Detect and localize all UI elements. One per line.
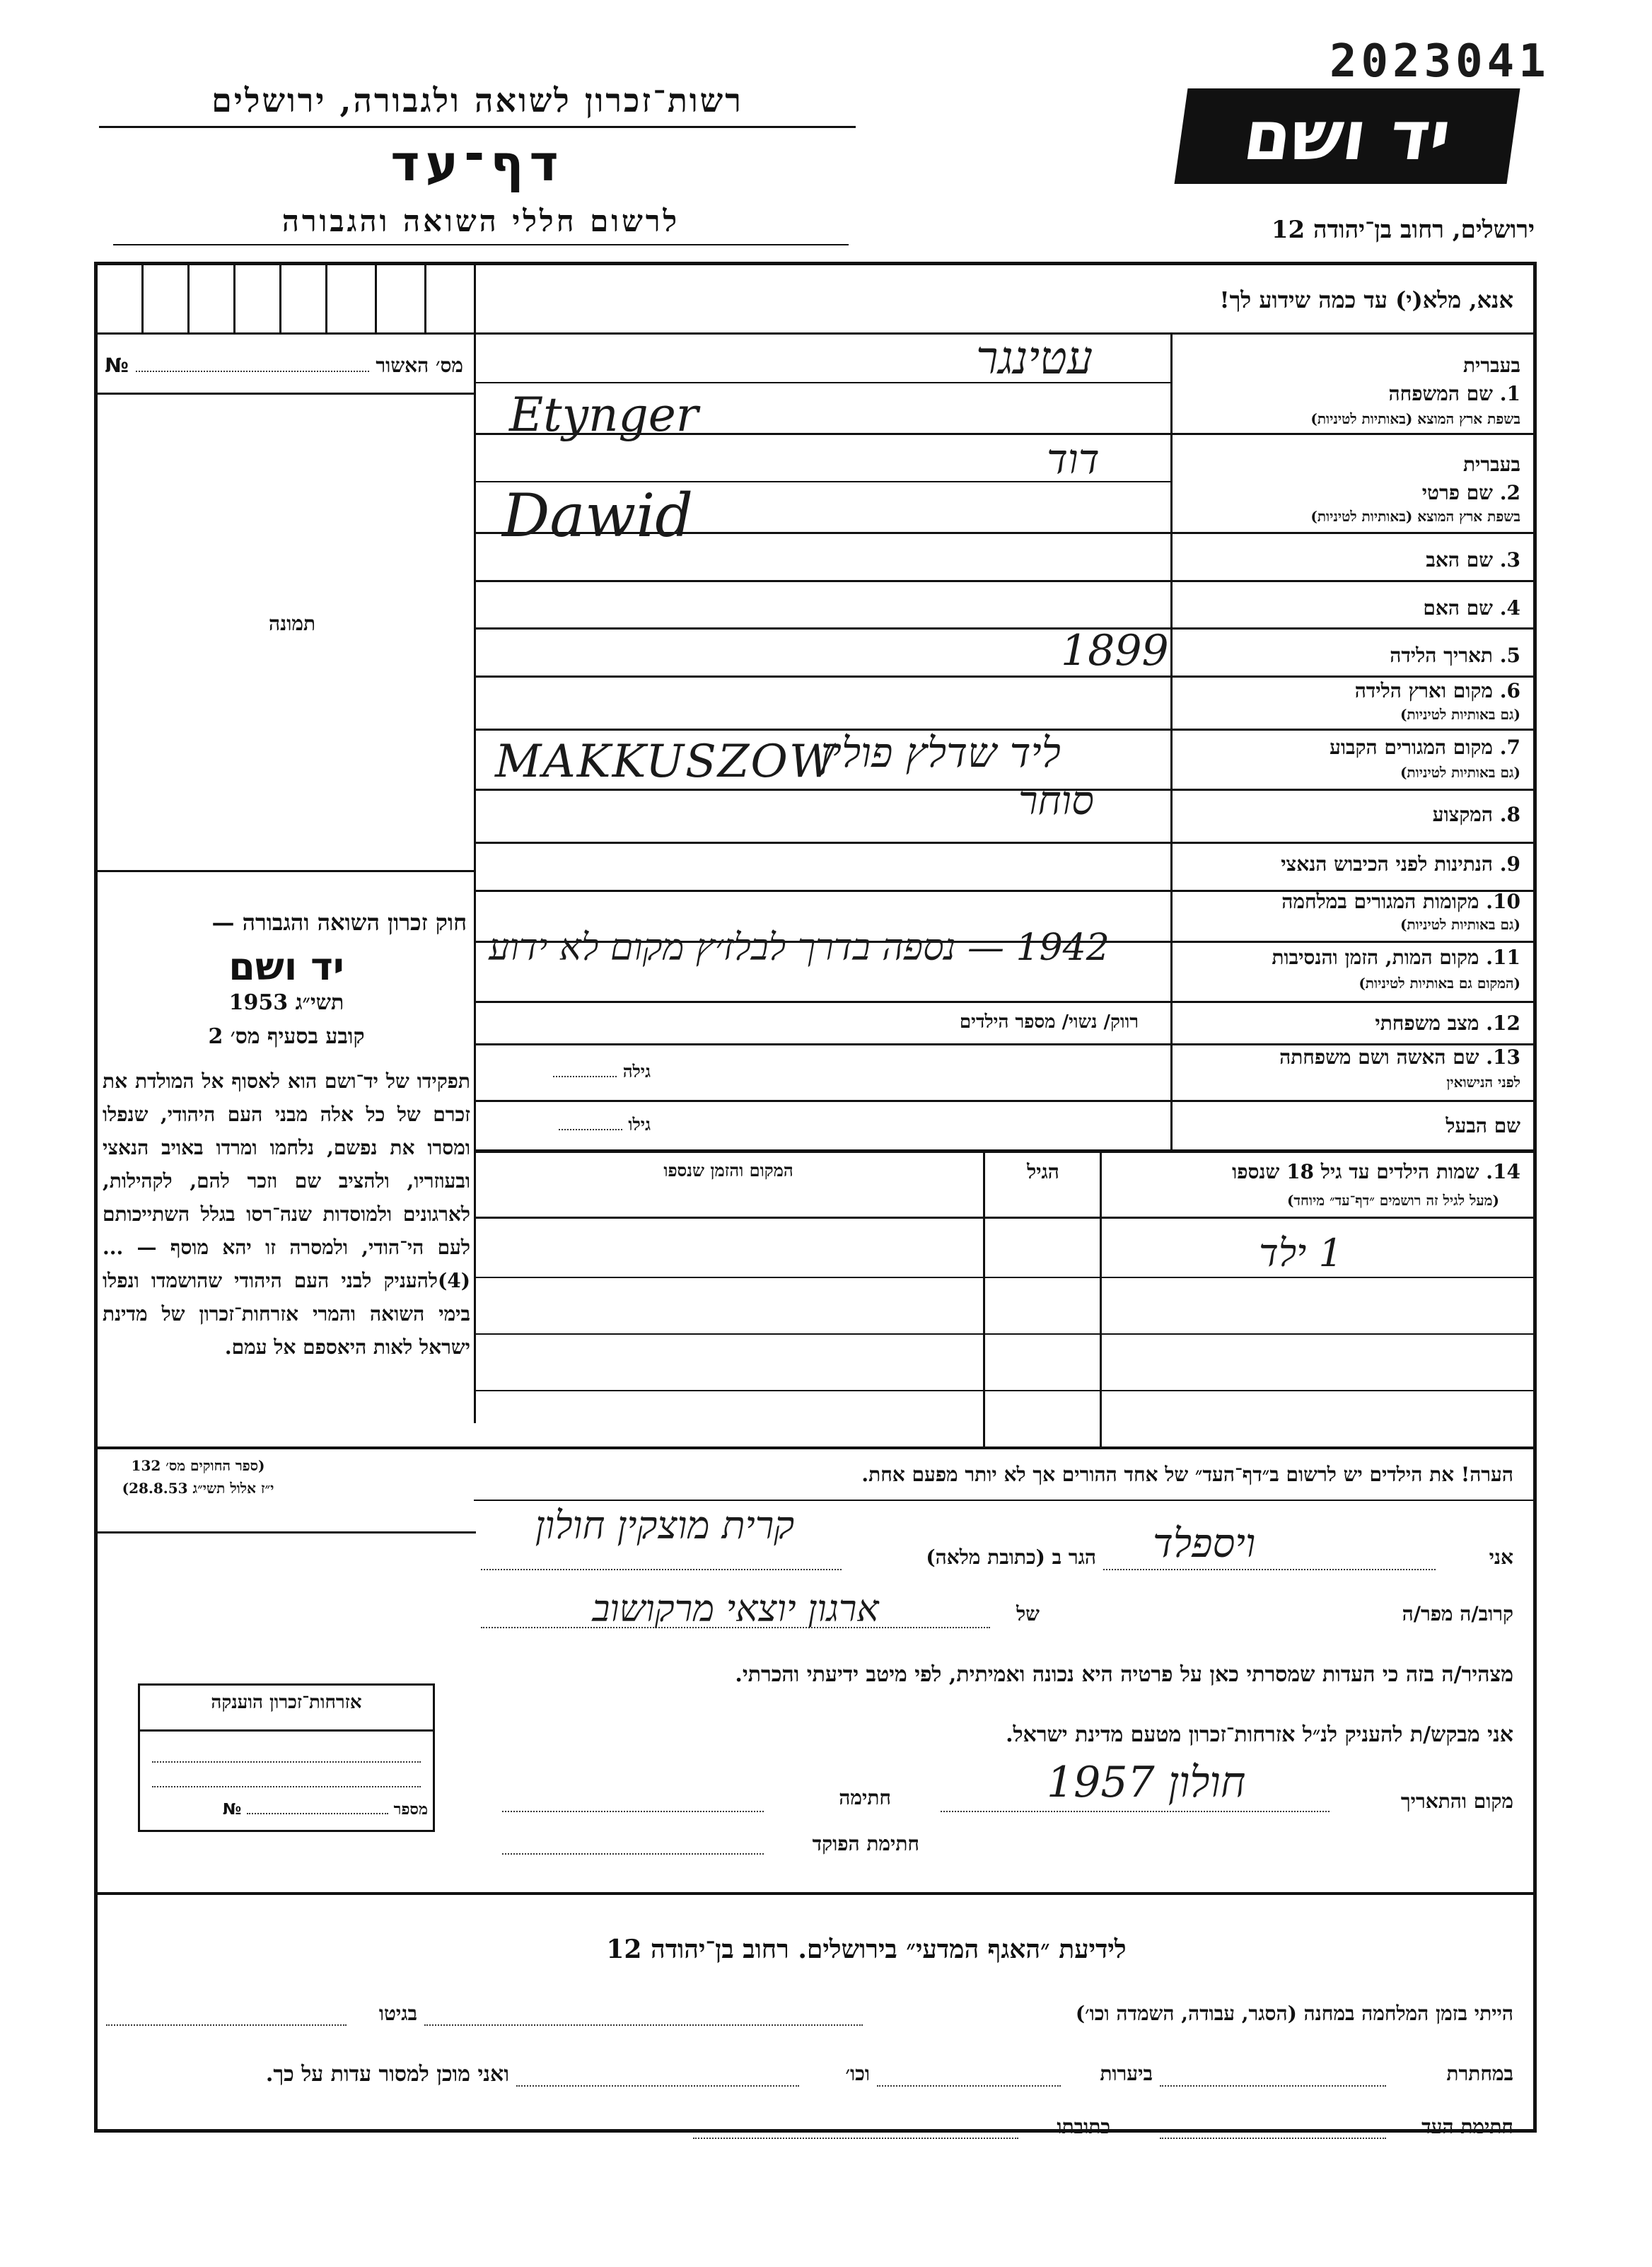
law-ref-1: (ספר החוקים מס׳ 132 [131,1457,265,1474]
bottom-line2-a: במחתרת [1446,2062,1513,2085]
place-date-label: מקום והתאריך [1400,1790,1513,1813]
declarant-name: ויספלד [1153,1521,1256,1567]
form-subtitle: לרשום חללי השואה והגבורה [281,204,680,238]
husband-age-label: גילו [509,1114,651,1135]
children-place-col: המקום והזמן שנספו [663,1160,793,1181]
birth-date-value: 1899 [1061,626,1169,676]
field-6-label: 6. מקום וארץ הלידה [1354,679,1520,702]
bottom-line1-a: הייתי בזמן המלחמה במחנה (הסגר, עבודה, השמדה וכו׳) [1075,2002,1513,2025]
bottom-line3-a: חתימת העד [1421,2115,1513,2138]
field-11-label: 11. מקום המות, הזמן והנסיבות [1272,946,1520,969]
law-clause: קובע בסעיף מס׳ 2 [208,1024,365,1049]
field-10-label: 10. מקומות המגורים במלחמה [1281,890,1520,913]
citizenship-number: מספר № [222,1800,428,1819]
field-4-label: 4. שם האם [1423,596,1520,620]
bottom-line1-b: בגיטו [378,2002,417,2025]
field-7-label: 7. מקום המגורים הקבוע [1330,736,1520,759]
field-1-sub: בשפת ארץ המוצא (באותיות לטיניות) [1310,410,1520,427]
death-place-value: 1942 — נספה בדרך לבלז׳ץ מקום לא ידוע [489,927,1110,969]
field-2-lang: בעברית [1462,453,1520,476]
field-11-sub: (המקום גם באותיות לטיניות) [1359,975,1520,992]
declarant-address-label: הגר ב (כתובת מלאה) [926,1546,1096,1569]
family-name-latin: Etynger [509,388,699,442]
family-name-he: עטינגר [976,332,1093,385]
profession-value: סוחר [1018,778,1094,824]
form-title: דף־עד [390,134,564,192]
bottom-title: לידיעת ״האגף המדעי״ בירושלים. רחוב בן־יהודה 12 [606,1935,1127,1964]
bottom-line3-b: כתובתו [1057,2115,1110,2138]
relative-of-label: של [1016,1602,1040,1625]
relative-value: ארגון יוצאי מרקושוב [592,1588,879,1630]
field-13-sub: לפני הנישואין [1446,1074,1520,1091]
children-value: 1 ילד [1259,1231,1343,1275]
photo-label: תמונה [269,612,316,635]
serial-number: 2023041 [1330,35,1550,88]
yad-vashem-logo [1175,88,1520,184]
bottom-line2-d: ואני מוכן למסור עדות על כך. [265,2062,509,2087]
law-name: יד ושם [228,944,344,989]
relative-label: קרוב/ה מפר/ה [1402,1602,1513,1625]
field-7-sub: (גם באותיות לטיניות) [1400,764,1520,781]
law-year: תשי״ג 1953 [228,990,344,1015]
org-name: רשות־זכרון לשואה ולגבורה, ירושלים [211,81,743,120]
residence-he: ליד שדלץ פולין [820,729,1061,777]
first-name-he: דוד [1047,435,1100,483]
field-1-label: 1. שם המשפחה [1388,382,1520,405]
children-age-col: הגיל [1027,1160,1059,1183]
field-8-label: 8. המקצוע [1432,803,1520,826]
field-9-label: 9. הנתינות לפני הכיבוש הנאצי [1281,852,1520,876]
first-name-latin: Dawid [502,481,693,550]
field-10-sub: (גם באותיות לטיניות) [1400,916,1520,933]
request-text: אני מבקש/ת להעניק לנ״ל אזרחות־זכרון מטעם מדינת ישראל. [1006,1722,1513,1747]
cert-number-label: מס׳ האשור № [105,354,463,377]
children-label: 14. שמות הילדים עד גיל 18 שנספו [1232,1160,1520,1183]
husband-label: שם הבעל [1446,1114,1520,1137]
law-title: חוק זכרון השואה והגבורה — [211,909,467,936]
law-ref-2: י״ז אלול תשי״ג 28.8.53) [122,1480,274,1497]
logo-text: יד ושם [1238,96,1456,175]
residence-latin: MAKKUSZOW [495,736,837,788]
remark-text: הערה! את הילדים יש לרשום ב״דף־העד״ של אחד ההורים אך לא יותר מפעם אחת. [861,1463,1513,1486]
place-date-value: חולון 1957 [1047,1758,1246,1807]
field-2-sub: בשפת ארץ המוצא (באותיות לטיניות) [1310,508,1520,525]
marital-status-options: רווק/ נשוי/ מספר הילדים [959,1011,1139,1033]
field-5-label: 5. תאריך הלידה [1390,644,1520,667]
intro-text: אנא, מלא(י) עד כמה שידוע לך! [1219,286,1513,313]
official-signature-label: חתימת הפוקד [812,1832,919,1855]
citizenship-title: אזרחות־זכרון הוענקה [211,1692,362,1713]
address: ירושלים, רחוב בן־יהודה 12 [1271,216,1535,244]
children-sub: (מעל לגיל זה רושמים ״דף־עד״ מיוחד) [1286,1192,1499,1209]
declarant-ani: אני [1489,1546,1513,1569]
bottom-line2-c: וכו׳ [845,2062,870,2085]
field-3-label: 3. שם האב [1426,548,1520,572]
wife-age-label: גילה [509,1061,651,1082]
declaration-text: מצהיר/ה בזה כי העדות שמסרתי כאן על פרטיה היא נכונה ואמיתית, לפי מיטב ידיעתי והכרתי. [735,1662,1513,1687]
signature-label: חתימה [839,1786,891,1809]
field-1-lang: בעברית [1462,354,1520,377]
bottom-line2-b: ביערות [1100,2062,1153,2085]
law-text: תפקידו של יד־ושם הוא לאסוף אל המולדת את זכרם של כל אלה מבני העם היהודי, שנפלו ומסרו את נפשם, נלחמו ומרדו באויב הנאצי ובעוזריו, ולהציב שם וזכר להם, לקהילות, לארגונים ולמוסדות שנה־רסו בגלל השתייכותם לעם הי־הודי, ולמסרה זו יהא מוסף — ...(4)להעניק לבני העם היהודי שהושמדו ונפלו בימי השואה והמרי אזרחות־זכרון של מדינת ישראל לאות היאספם אל עמם. [103,1069,470,1359]
declarant-address: קרית מוצקין חולון [535,1503,795,1548]
field-12-label: 12. מצב משפחתי [1375,1011,1520,1035]
field-6-sub: (גם באותיות לטיניות) [1400,706,1520,723]
field-2-label: 2. שם פרטי [1421,481,1520,504]
field-13-label: 13. שם האשה ושם משפחתה [1279,1045,1520,1069]
